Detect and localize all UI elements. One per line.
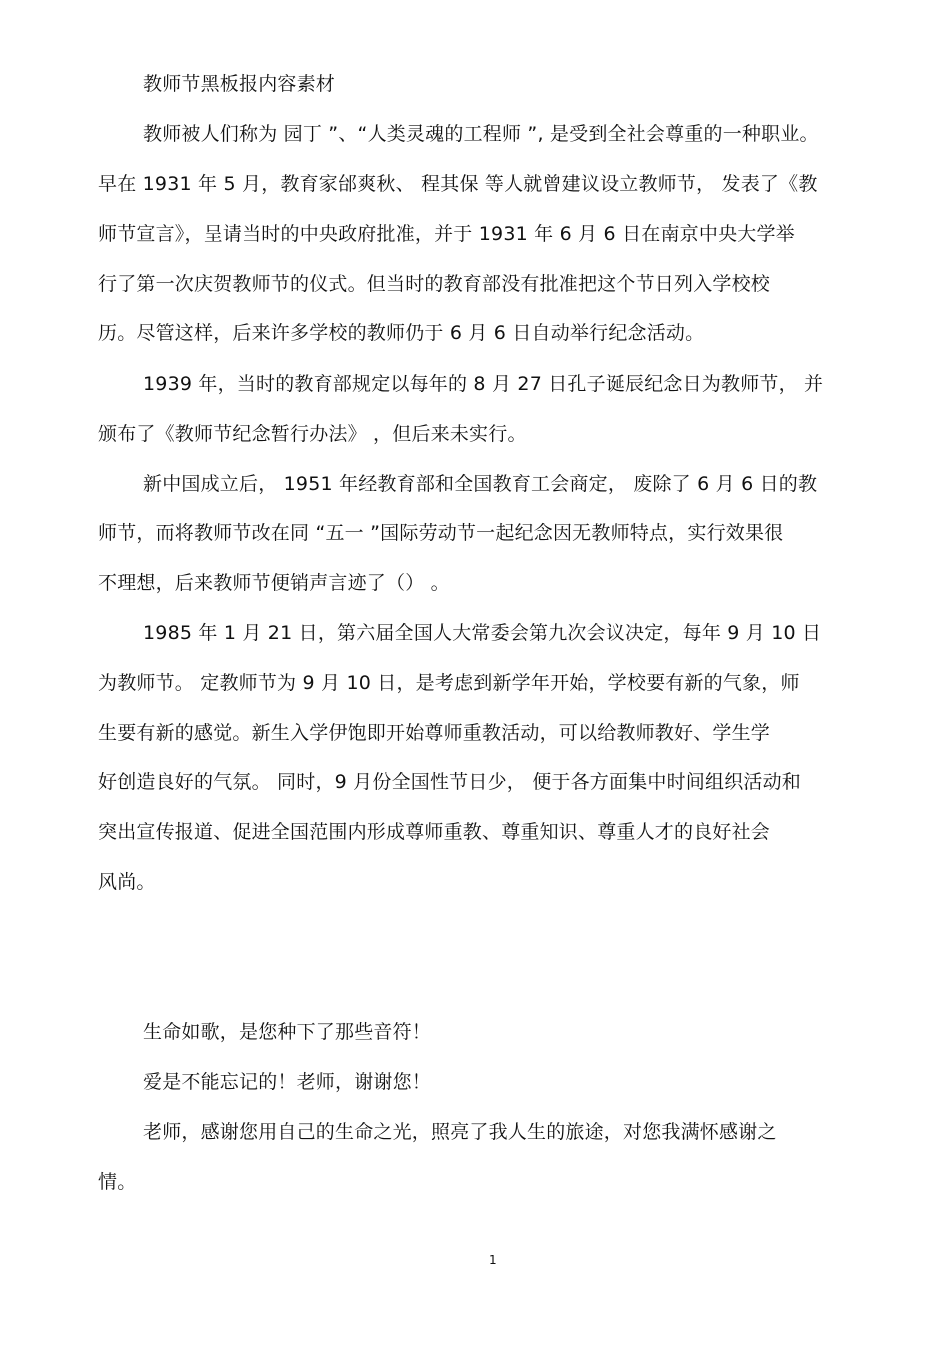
page-number: 1 — [489, 1253, 497, 1267]
paragraph-line: 情。 — [98, 1171, 137, 1193]
paragraph-line: 新中国成立后， 1951 年经教育部和全国教育工会商定， 废除了 6 月 6 日的教 — [143, 473, 818, 495]
paragraph-line: 风尚。 — [98, 871, 156, 893]
paragraph-line: 突出宣传报道、促进全国范围内形成尊师重教、尊重知识、尊重人才的良好社会 — [98, 821, 771, 843]
paragraph-line: 好创造良好的气氛。 同时，9 月份全国性节日少， 便于各方面集中时间组织活动和 — [98, 771, 802, 793]
paragraph-line: 师节，而将教师节改在同 “五一 ”国际劳动节一起纪念因无教师特点，实行效果很 — [98, 522, 784, 544]
document-title: 教师节黑板报内容素材 — [143, 73, 336, 95]
paragraph-line: 老师，感谢您用自己的生命之光，照亮了我人生的旅途，对您我满怀感谢之 — [143, 1121, 777, 1143]
paragraph-line: 生要有新的感觉。新生入学伊饱即开始尊师重教活动，可以给教师教好、学生学 — [98, 722, 771, 744]
paragraph-line: 颁布了《教师节纪念暂行办法》 ，但后来未实行。 — [98, 423, 527, 445]
paragraph-line: 1985 年 1 月 21 日，第六届全国人大常委会第九次会议决定，每年 9 月 10 日 — [143, 622, 822, 644]
paragraph-line: 师节宣言》，呈请当时的中央政府批准，并于 1931 年 6 月 6 日在南京中央大学举 — [98, 223, 795, 245]
paragraph-line: 为教师节。 定教师节为 9 月 10 日，是考虑到新学年开始，学校要有新的气象，师 — [98, 672, 800, 694]
paragraph-line: 爱是不能忘记的！老师，谢谢您！ — [143, 1071, 432, 1093]
paragraph-line: 1939 年，当时的教育部规定以每年的 8 月 27 日孔子诞辰纪念日为教师节， 并 — [143, 373, 824, 395]
paragraph-line: 历。尽管这样，后来许多学校的教师仍于 6 月 6 日自动举行纪念活动。 — [98, 322, 705, 344]
paragraph-line: 行了第一次庆贺教师节的仪式。但当时的教育部没有批准把这个节日列入学校校 — [98, 273, 771, 295]
paragraph-line: 生命如歌，是您种下了那些音符！ — [143, 1021, 432, 1043]
paragraph-line: 教师被人们称为 园丁 ”、“人类灵魂的工程师 ”, 是受到全社会尊重的一种职业。 — [143, 123, 819, 145]
paragraph-line: 早在 1931 年 5 月，教育家邰爽秋、 程其保 等人就曾建议设立教师节， 发表了《教 — [98, 173, 818, 195]
paragraph-line: 不理想，后来教师节便销声言迹了（） 。 — [98, 572, 450, 594]
